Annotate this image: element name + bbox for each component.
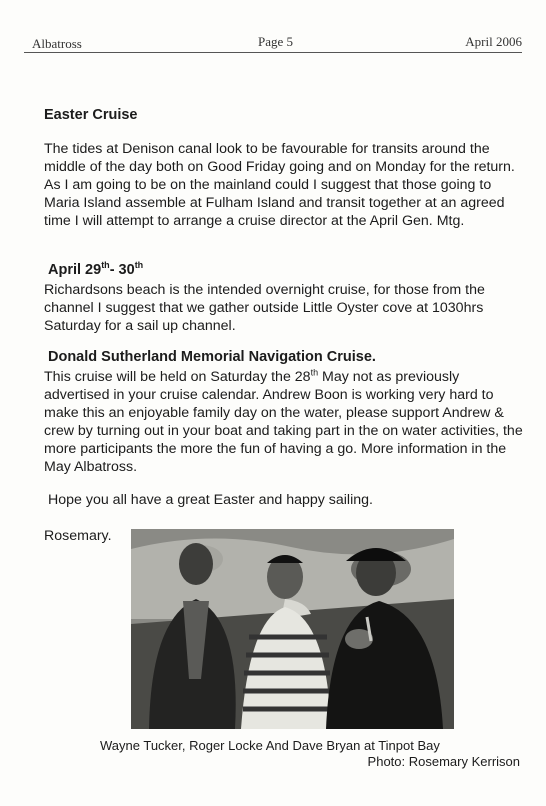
page-header [24,30,522,53]
newsletter-name: Albatross [32,36,82,51]
section-body-easter-cruise: The tides at Denison canal look to be favourable for transits around the middle of the day both on Good Friday going and on Monday for the return. As I am going to be on the mainland could I suggest that those going to Maria Island assemble at Fulham Island and transit together at an agreed time I will attempt to arrange a cruise director at the April Gen. Mtg. [44,141,515,229]
section-title-april-cruise: April 29th- 30th [48,260,144,278]
signature: Rosemary. [44,528,112,544]
section-title-easter-cruise: Easter Cruise [44,107,138,123]
section-body-april-cruise: Richardsons beach is the intended overnight cruise, for those from the channel I suggest that we gather outside Little Oyster cove at 1030hrs Saturday for a sail up channel. [44,282,485,334]
section-title-navigation-cruise: Donald Sutherland Memorial Navigation Cruise. [48,349,376,365]
group-photo [131,529,454,729]
page-number: Page 5 [258,34,294,49]
photo-caption: Wayne Tucker, Roger Locke And Dave Bryan at Tinpot Bay [100,738,440,753]
section-body-navigation-cruise: This cruise will be held on Saturday the 28th May not as previously advertised in your cruise calendar. Andrew Boon is working very hard to make this an enjoyable family day on the water, please support Andrew & crew by turning out in your boat and taking part in the on water activities, the more participants the more the fun of having a go. More information in the May Albatross. [44,367,523,475]
issue-date: April 2006 [465,34,522,49]
closing-line: Hope you all have a great Easter and happy sailing. [48,492,373,508]
group-photo-illustration [131,529,454,729]
photo-credit: Photo: Rosemary Kerrison [367,754,520,769]
